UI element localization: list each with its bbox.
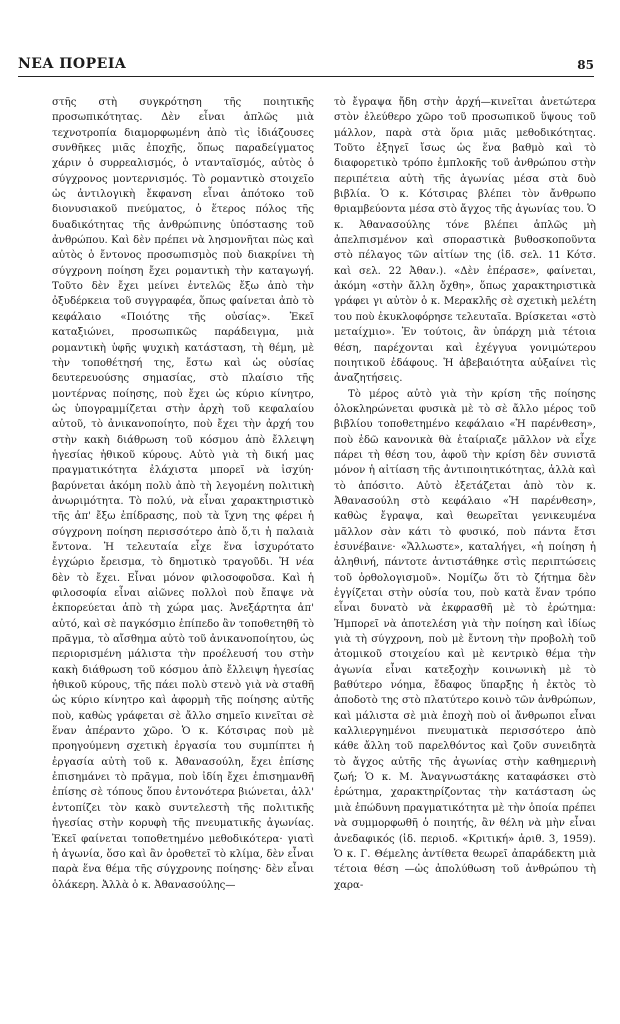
journal-title: ΝΕΑ ΠΟΡΕΙΑ (18, 56, 127, 72)
right-column-paragraph-1: τὸ ἔγραψα ἤδη στὴν ἀρχή—κινεῖται ἀνετώτερα στὸν ἐλεύθερο χῶρο τοῦ προσωπικοῦ ὕψους τοῦ μάλλον, παρὰ στὰ ὅρια μιᾶς μεθοδικότητας. Τοῦτο ἐξηγεῖ ἴσως ὡς ἕνα βαθμὸ καὶ τὸ διαφορετικὸ τρόπο ἐμπλοκῆς τοῦ ἀνθρώπου στὴν περιπέτεια αὐτὴ τῆς ἀγωνίας μέσα στὰ δυὸ βιβλία. Ὁ κ. Κότσιρας βλέπει τὸν ἄνθρωπο θριαμβεύοντα μέσα στὸ ἄγχος τῆς ἀγωνίας του. Ὁ κ. Ἀθανασούλης τόνε βλέπει ἁπλῶς μὴ ἀπελπισμένον καὶ σποραστικὰ βυθοσκοποῦντα στὸ πέλαγος τῶν αἰτίων της (ἰδ. σελ. 11 Κότσ. καὶ σελ. 22 Ἀθαν.). «Δὲν ἐπέρασε», φαίνεται, ἀκόμη «στὴν ἄλλη ὄχθη», ὅπως χαρακτηριστικὰ γράφει γι αὐτὸν ὁ κ. Μερακλῆς σὲ σχετικὴ μελέτη του ποὺ ἐκυκλοφόρησε τελευταῖα. Βρίσκεται «στὸ μεταίχμιο». Ἐν τούτοις, ἂν ὑπάρχη μιὰ τέτοια θέση, παρέχονται καὶ ἐχέγγυα γονιμώτερου ποιητικοῦ ἐδάφους. Ἡ ἀβεβαιότητα αὐξαίνει τὶς ἀναζητήσεις. (334, 97, 596, 385)
running-header (18, 52, 594, 77)
right-column (334, 95, 596, 1010)
left-column (52, 95, 314, 1010)
page-number: 85 (577, 58, 594, 72)
left-column-paragraph-1: στῆς στὴ συγκρότηση τῆς ποιητικῆς προσωπικότητας. Δὲν εἶναι ἁπλῶς μιὰ τεχνοτροπία διαμορφωμένη ἀπὸ τὶς ἰδιάζουσες συνθῆκες μιᾶς ἐποχῆς, ὅπως παραδείγματος χάριν ὁ συρρεαλισμός, ὁ ντανταϊσμός, αὐτὸς ὁ σύγχρονος μοντερνισμός. Τὸ ρομαντικὸ στοιχεῖο ὡς ἀντιλογικὴ ἔκφανση εἶναι ἀπότοκο τοῦ διονυσιακοῦ πνεύματος, ὁ ἕτερος πόλος τῆς δυαδικότητας τῆς ἀνθρώπινης ὑπόστασης τοῦ ἀνθρώπου. Καὶ δὲν πρέπει νὰ λησμονῆται πὼς καὶ αὐτὸς ὁ ἔντονος προσωπισμὸς ποὺ διακρίνει τὴ σύγχρονη ποίηση ἔχει ρομαντικὴ τὴν καταγωγή. Τοῦτο δὲν ἔχει μείνει ἐντελῶς ἔξω ἀπὸ τὴν ὀξυδέρκεια τοῦ συγγραφέα, ὅπως φαίνεται ἀπὸ τὸ κεφάλαιο «Ποιότης τῆς οὐσίας». Ἐκεῖ καταξιώνει, προσωπικῶς παράδειγμα, μιὰ ρομαντικὴ ὑφῆς ψυχικὴ κατάσταση, τὴ θέμη, μὲ τὴν τοποθέτησή της, ἔστω καὶ ὡς οὐσίας δευτερευούσης σημασίας, στὸ πλαίσιο τῆς μοντέρνας ποίησης, ποὺ ἔχει ὡς κύριο κίνητρο, ὡς ὑπογραμμίζεται στὴν ἀρχὴ τοῦ κεφαλαίου αὐτοῦ, τὸ ἀνικανοποίητο, ποὺ ἔχει τὴν ἀρχή του στὴν κακὴ διάθρωση τοῦ κόσμου ἀπὸ ἔλλειψη ἡγεσίας ἠθικοῦ κύρους. Αὐτὸ γιὰ τὴ δική μας πραγματικότητα ἐλάχιστα μπορεῖ νὰ ἰσχύη· βαρύνεται ἀκόμη πολὺ ἀπὸ τὴ λεγομένη πολιτικὴ ἀνωριμότητα. Τὸ πολύ, νὰ εἶναι χαρακτηριστικὸ τῆς ἀπ' ἔξω ἐπίδρασης, ποὺ τὰ ἴχνη της φέρει ἡ σύγχρονη ποίηση περισσότερο ἀπὸ ὅ,τι ἡ παλαιὰ ἔντονα. Ἡ τελευταία εἶχε ἕνα ἰσχυρότατο ἐγχώριο ἔρεισμα, τὸ δημοτικὸ τραγοῦδι. Ἡ νέα δὲν τὸ ἔχει. Εἶναι μόνον φιλοσοφοῦσα. Καὶ ἡ φιλοσοφία εἶναι αἰῶνες πολλοὶ ποὺ ἔπαψε νὰ ἐκπορεύεται ἀπὸ τὴ χώρα μας. Ἀνεξάρτητα ἀπ' αὐτό, καὶ σὲ παγκόσμιο ἐπίπεδο ἂν τοποθετηθῆ τὸ πρᾶγμα, τὸ αἴσθημα αὐτὸ τοῦ ἀνικανοποίητου, ὡς περιορισμένη μάλιστα τὴν προέλευσή του στὴν κακὴ διάθρωση τοῦ κόσμου ἀπὸ ἔλλειψη ἡγεσίας ἠθικοῦ κύρους, τῆς πάει πολὺ στενὸ γιὰ νὰ σταθῆ ὡς κύριο κίνητρο καὶ ἀφορμὴ τῆς ποίησης αὐτῆς ποὺ, καθὼς γράφεται σὲ ἄλλο σημεῖο κινεῖται σὲ ἕναν ἀπέραντο χῶρο. Ὁ κ. Κότσιρας ποὺ μὲ προηγούμενη σχετικὴ ἐργασία του συμπίπτει ἡ ἐργασία αὐτὴ τοῦ κ. Ἀθανασούλη, ἔχει ἐπίσης ἐπισημάνει τὸ πρᾶγμα, ποὺ ἰδίη ἔχει ἐπισημανθῆ ἐπίσης σὲ τόπους ὅπου ἐντονότερα βιώνεται, ἀλλ' ἐντοπίζει τὸν κακὸ συντελεστὴ τῆς πολιτικῆς ἡγεσίας στὴν κορυφὴ τῆς πνευματικῆς ἀγωνίας. Ἐκεῖ φαίνεται τοποθετημένο μεθοδικότερα· γιατὶ ἡ ἀγωνία, ὅσο καὶ ἂν ὁροθετεῖ τὸ κλίμα, δὲν εἶναι παρὰ ἕνα θέμα τῆς σύγχρονης ποίησης· δὲν εἶναι ὁλάκερη. Ἀλλὰ ὁ κ. Ἀθανασούλης— (52, 97, 314, 891)
right-column-paragraph-2: Τὸ μέρος αὐτὸ γιὰ τὴν κρίση τῆς ποίησης ὁλοκληρώνεται φυσικὰ μὲ τὸ σὲ ἄλλο μέρος τοῦ βιβλίου τοποθετημένο κεφάλαιο «Ἡ παρένθεση», ποὺ ἐδῶ κανονικὰ θὰ ἐταίριαζε μᾶλλον νὰ εἶχε πάρει τὴ θέση του, ἀφοῦ τὴν κρίση δὲν συνιστᾶ μόνον ἡ αἰτίαση τῆς ἀντιποιητικότητας, ἀλλὰ καὶ τὸ ἀπόσιτο. Αὐτὸ ἐξετάζεται ἀπὸ τὸν κ. Ἀθανασούλη στὸ κεφάλαιο «Ἡ παρένθεση», καθὼς ἔγραψα, καὶ θεωρεῖται γενικευμένα μᾶλλον σὰν κάτι τὸ φυσικό, ποὺ πάντα ἔτσι ἐσυνέβαινε· «Ἄλλωστε», καταλήγει, «ἡ ποίηση ἡ ἀληθινή, πάντοτε ἀντιστάθηκε στὶς περιπτώσεις τοῦ ὀρθολογισμοῦ». Νομίζω ὅτι τὸ ζήτημα δὲν ἐγγίζεται στὴν οὐσία του, ποὺ κατὰ ἕναν τρόπο εἶναι δυνατὸ νὰ ἐκφρασθῆ μὲ τὸ ἐρώτημα: Ἠμπορεῖ νὰ ἀποτελέση γιὰ τὴν ποίηση καὶ ἰδίως γιὰ τὴ σύγχρονη, ποὺ μὲ ἔντονη τὴν προβολὴ τοῦ ἀτομικοῦ στοιχείου καὶ μὲ κεντρικὸ θέμα τὴν ἀγωνία εἶναι κατεξοχὴν κοινωνικὴ μὲ τὸ βαθύτερο νόημα, ἔδαφος ὕπαρξης ἡ ἐκτὸς τὸ ἀποδοτὸ της στὸ πλατύτερο κοινὸ τῶν ἀνθρώπων, καὶ μάλιστα σὲ μιὰ ἐποχὴ ποὺ οἱ ἄνθρωποι εἶναι καλλιεργημένοι πνευματικὰ περισσότερο ἀπὸ κάθε ἄλλη τοῦ παρελθόντος καὶ ζοῦν συνειδητὰ τὸ ἄγχος αὐτῆς τῆς ἀγωνίας στὴν καθημερινὴ ζωή; Ὁ κ. Μ. Ἀναγνωστάκης καταφάσκει στὸ ἐρώτημα, χαρακτηρίζοντας τὴν κατάσταση ὡς μιὰ ἐπώδυνη πραγματικότητα μὲ τὴν ὁποία πρέπει νὰ συμμορφωθῆ ὁ ποιητής, ἂν θέλη νὰ μὴν εἶναι ἀνεδαφικός (ἰδ. περιοδ. «Κριτική» ἀριθ. 3, 1959). Ὁ κ. Γ. Θέμελης ἀντίθετα θεωρεῖ ἀπαράδεκτη μιὰ τέτοια θέση —ὡς ἀπολύθωση τοῦ ἀνθρώπου τὴ χαρα- (334, 388, 596, 891)
text-body (52, 95, 596, 1010)
